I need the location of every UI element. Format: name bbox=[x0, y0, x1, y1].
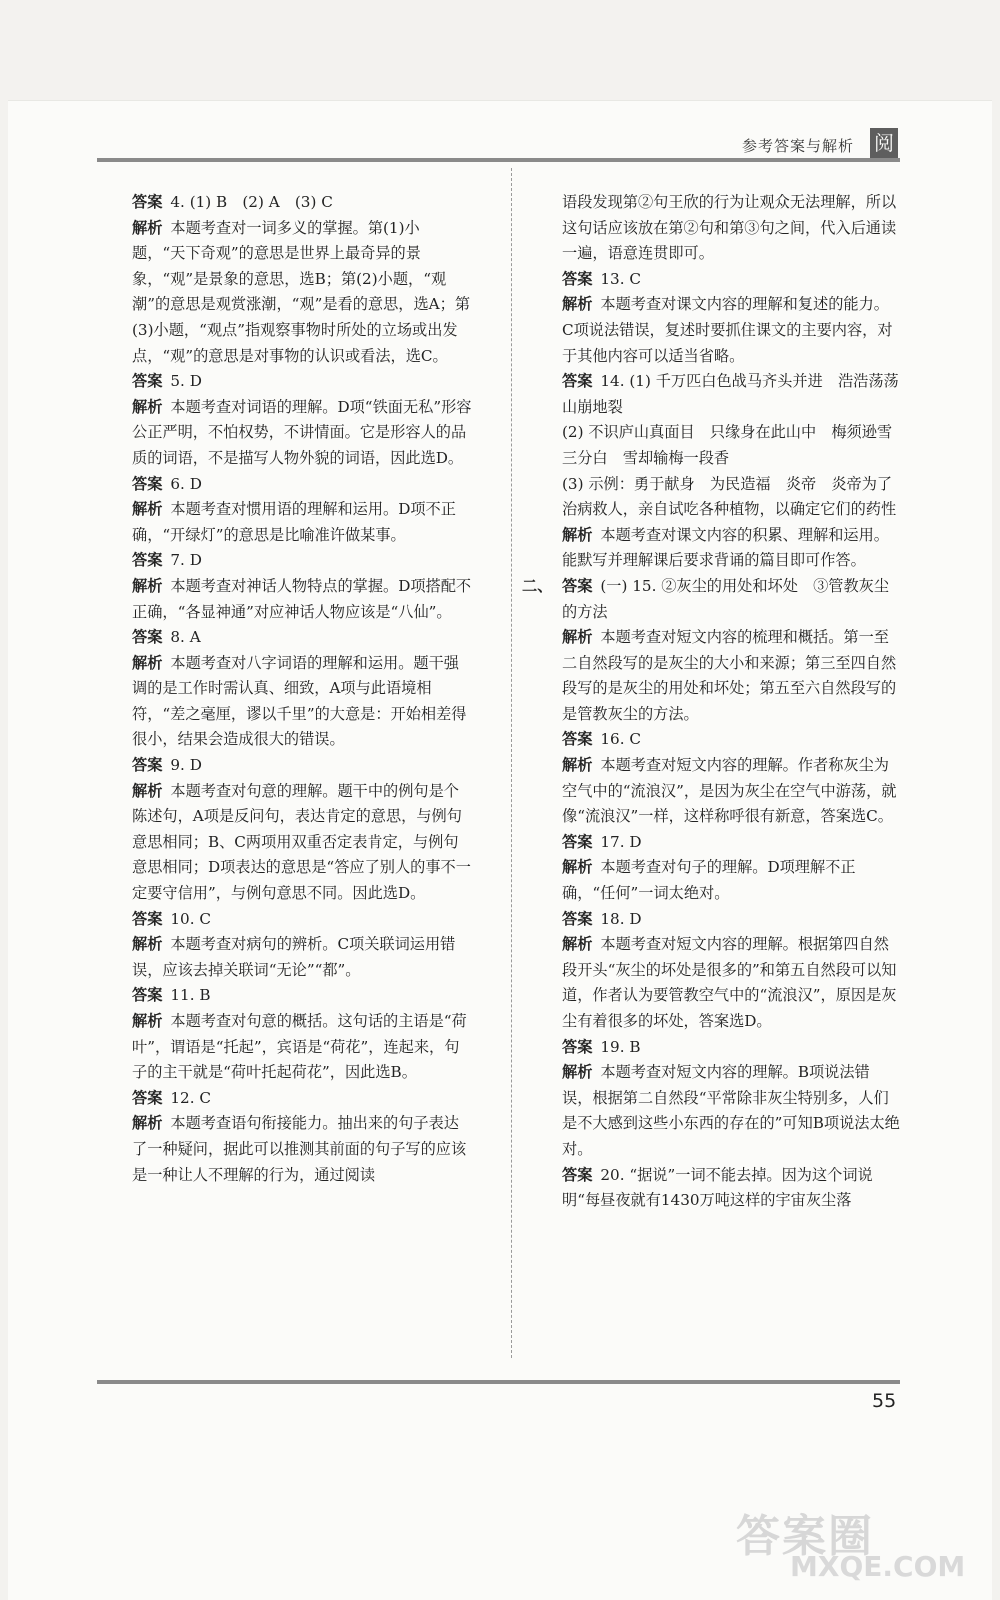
analysis-entry: 解析 本题考查对一词多义的掌握。第(1)小题，“天下奇观”的意思是世界上最奇异的景象，“观”是景象的意思，选B；第(2)小题，“观潮”的意思是观赏涨潮，“观”是看的意思，选A；第(3)小题，“观点”指观察事物时所处的立场或出发点，“观”的意思是对事物的认识或看法，选C。 bbox=[132, 218, 471, 365]
header-title: 参考答案与解析 bbox=[742, 137, 855, 155]
analysis-entry: 解析 本题考查对短文内容的理解。根据第四自然段开头“灰尘的坏处是很多的”和第五自然段可以知道，作者认为要管教空气中的“流浪汉”，原因是灰尘有着很多的坏处，答案选D。 bbox=[562, 935, 897, 1030]
answer-entry: 答案 8. A bbox=[132, 628, 201, 647]
answer-entry: 答案 16. C bbox=[562, 730, 641, 749]
answer-entry: 答案 19. B bbox=[562, 1037, 641, 1056]
analysis-entry: 解析 本题考查语句衔接能力。抽出来的句子表达了一种疑问，据此可以推测其前面的句子写的应该是一种让人不理解的行为，通过阅读 bbox=[132, 1114, 467, 1184]
answer-entry: 答案 20. “据说”一词不能去掉。因为这个词说明“每昼夜就有1430万吨这样的宇宙灰尘落 bbox=[562, 1165, 873, 1210]
answer-entry: 答案 5. D bbox=[132, 372, 202, 391]
answer-entry: 答案 18. D bbox=[562, 909, 642, 928]
right-column bbox=[522, 190, 914, 1214]
left-column bbox=[132, 190, 472, 1188]
answer-continuation: (2) 不识庐山真面目 只缘身在此山中 梅须逊雪三分白 雪却输梅一段香 bbox=[562, 423, 893, 467]
answer-entry: 答案 6. D bbox=[132, 474, 202, 493]
answer-continuation: (3) 示例：勇于献身 为民造福 炎帝 炎帝为了治病救人，亲自试吃各种植物，以确定它们的药性 bbox=[562, 474, 897, 519]
analysis-entry: 解析 本题考查对病句的辨析。C项关联词运用错误，应该去掉关联词“无论”“都”。 bbox=[132, 935, 456, 979]
answer-entry: 答案 11. B bbox=[132, 986, 211, 1005]
analysis-entry: 解析 本题考查对课文内容的积累、理解和运用。能默写并理解课后要求背诵的篇目即可作答。 bbox=[562, 525, 889, 570]
section-marker: 二、 bbox=[522, 576, 553, 595]
answer-entry: 二、 答案 (一) 15. ②灰尘的用处和坏处 ③管教灰尘的方法 bbox=[562, 574, 900, 625]
answer-entry: 答案 12. C bbox=[132, 1088, 211, 1107]
watermark-logo: 答案圈 bbox=[736, 1511, 874, 1562]
page-number: 55 bbox=[872, 1390, 897, 1412]
analysis-entry: 解析 本题考查对八字词语的理解和运用。题干强调的是工作时需认真、细致，A项与此语境相符，“差之毫厘，谬以千里”的大意是：开始相差得很小，结果会造成很大的错误。 bbox=[132, 653, 467, 749]
answer-entry: 答案 10. C bbox=[132, 909, 211, 928]
answer-entry: 答案 17. D bbox=[562, 832, 642, 851]
analysis-entry: 解析 本题考查对课文内容的理解和复述的能力。C项说法错误，复述时要抓住课文的主要内容，对于其他内容可以适当省略。 bbox=[562, 295, 893, 365]
answer-entry: 答案 7. D bbox=[132, 551, 202, 570]
watermark-url: MXQE.COM bbox=[790, 1550, 966, 1583]
analysis-entry: 解析 本题考查对惯用语的理解和运用。D项不正确，“开绿灯”的意思是比喻准许做某事。 bbox=[132, 500, 456, 544]
answer-entry: 答案 4. (1) B (2) A (3) C bbox=[132, 193, 333, 211]
analysis-entry: 解析 本题考查对短文内容的理解。B项说法错误，根据第二自然段“平常除非灰尘特别多，人们是不大感到这些小东西的存在的”可知B项说法太绝对。 bbox=[562, 1063, 900, 1158]
header-rule bbox=[97, 158, 900, 162]
column-divider bbox=[511, 168, 512, 1358]
analysis-entry: 解析 本题考查对短文内容的理解。作者称灰尘为空气中的“流浪汉”，是因为灰尘在空气中游荡，就像“流浪汉”一样，这样称呼很有新意，答案选C。 bbox=[562, 756, 897, 826]
analysis-entry: 解析 本题考查对句意的理解。题干中的例句是个陈述句，A项是反问句，表达肯定的意思，与例句意思相同；B、C两项用双重否定表肯定，与例句意思相同；D项表达的意思是“答应了别人的事不一定要守信用”，与例句意思不同。因此选D。 bbox=[132, 781, 471, 903]
analysis-entry: 解析 本题考查对神话人物特点的掌握。D项搭配不正确，“各显神通”对应神话人物应该是“八仙”。 bbox=[132, 576, 472, 621]
answer-entry: 答案 14. (1) 千万匹白色战马齐头并进 浩浩荡荡 山崩地裂 bbox=[562, 372, 914, 416]
analysis-entry: 解析 本题考查对词语的理解。D项“铁面无私”形容公正严明，不怕权势，不讲情面。它是形容人的品质的词语，不是描写人物外貌的词语，因此选D。 bbox=[132, 397, 472, 467]
analysis-continuation: 语段发现第②句王欣的行为让观众无法理解，所以这句话应该放在第②句和第③句之间，代入后通读一遍，语意连贯即可。 bbox=[562, 193, 897, 263]
footer-rule bbox=[97, 1380, 900, 1384]
answer-entry: 答案 13. C bbox=[562, 269, 641, 288]
answer-entry: 答案 9. D bbox=[132, 756, 202, 775]
analysis-entry: 解析 本题考查对句子的理解。D项理解不正确，“任何”一词太绝对。 bbox=[562, 858, 856, 903]
analysis-entry: 解析 本题考查对句意的概括。这句话的主语是“荷叶”，谓语是“托起”，宾语是“荷花”，连起来，句子的主干就是“荷叶托起荷花”，因此选B。 bbox=[132, 1012, 467, 1082]
analysis-entry: 解析 本题考查对短文内容的梳理和概括。第一至二自然段写的是灰尘的大小和来源；第三至四自然段写的是灰尘的用处和坏处；第五至六自然段写的是管教灰尘的方法。 bbox=[562, 628, 897, 723]
book-logo-icon: 阅 bbox=[870, 128, 898, 158]
